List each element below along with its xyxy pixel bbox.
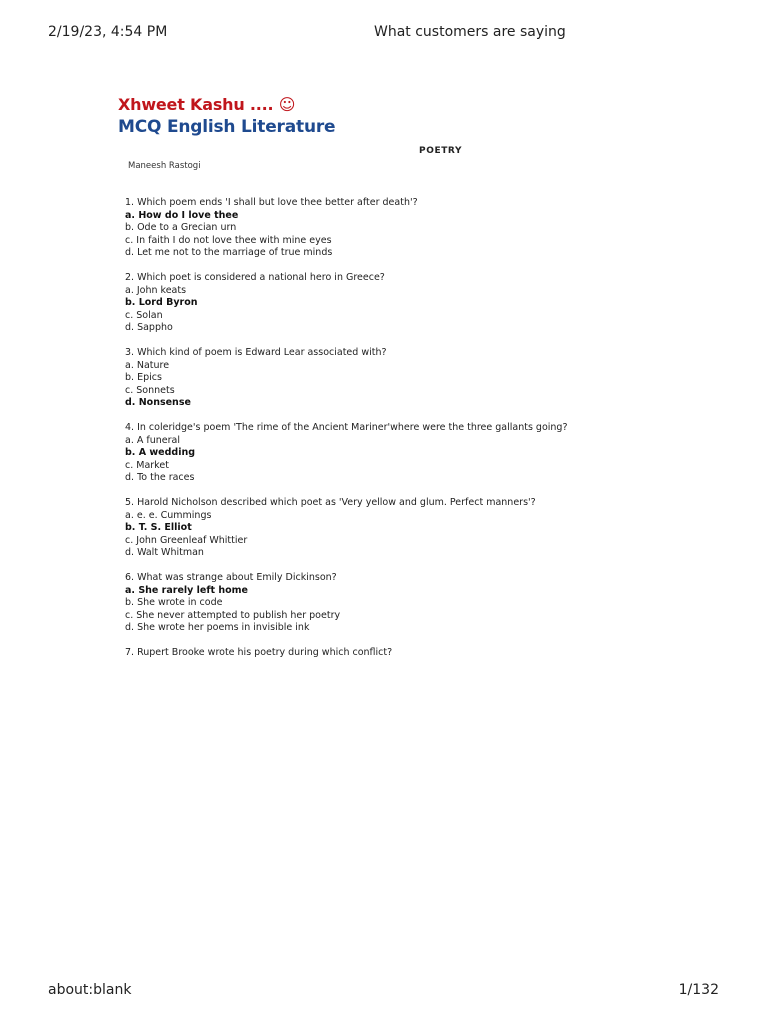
answer-option-correct: a. How do I love thee (125, 209, 239, 221)
answer-option-correct: b. Lord Byron (125, 297, 198, 308)
answer-option: c. John Greenleaf Whittier (125, 534, 248, 546)
section-heading: POETRY (419, 146, 463, 156)
page-counter: 1/132 (678, 982, 719, 998)
answer-option: c. She never attempted to publish her poetry (125, 609, 341, 621)
question-item (125, 647, 685, 660)
question-text: 2. Which poet is considered a national hero in Greece? (125, 272, 385, 283)
question-item (125, 422, 685, 485)
question-text: 3. Which kind of poem is Edward Lear associated with? (125, 347, 387, 358)
answer-option: d. To the races (125, 472, 195, 483)
answer-option: c. Solan (125, 309, 163, 321)
question-list (125, 197, 685, 672)
answer-option-correct: d. Nonsense (125, 397, 191, 408)
answer-option: c. In faith I do not love thee with mine eyes (125, 234, 332, 246)
answer-option: b. She wrote in code (125, 597, 223, 608)
question-text: 6. What was strange about Emily Dickinson? (125, 572, 337, 583)
answer-option: c. Sonnets (125, 384, 175, 396)
question-text: 4. In coleridge's poem 'The rime of the Ancient Mariner'where were the three gallants going? (125, 422, 568, 433)
answer-option-correct: b. T. S. Elliot (125, 522, 192, 533)
question-item (125, 347, 685, 410)
answer-option: a. A funeral (125, 434, 180, 446)
answer-option-correct: a. She rarely left home (125, 584, 248, 596)
print-url: about:blank (48, 982, 132, 998)
answer-option: d. Walt Whitman (125, 547, 204, 558)
question-text: 1. Which poem ends 'I shall but love thee better after death'? (125, 197, 418, 208)
document-title: MCQ English Literature (118, 117, 336, 137)
question-item (125, 497, 685, 560)
brand-line: Xhweet Kashu .... ☺ (118, 95, 296, 114)
print-page-title: What customers are saying (374, 24, 566, 40)
answer-option: b. Epics (125, 372, 162, 383)
answer-option: a. Nature (125, 359, 170, 371)
answer-option-correct: b. A wedding (125, 447, 196, 458)
question-text: 5. Harold Nicholson described which poet as 'Very yellow and glum. Perfect manners'? (125, 497, 536, 508)
answer-option: c. Market (125, 459, 169, 471)
question-item (125, 197, 685, 260)
answer-option: d. She wrote her poems in invisible ink (125, 622, 310, 633)
print-datetime: 2/19/23, 4:54 PM (48, 24, 168, 40)
answer-option: d. Let me not to the marriage of true minds (125, 247, 333, 258)
question-item (125, 572, 685, 635)
answer-option: b. Ode to a Grecian urn (125, 222, 237, 233)
answer-option: a. e. e. Cummings (125, 509, 212, 521)
author-name: Maneesh Rastogi (128, 161, 201, 171)
question-text: 7. Rupert Brooke wrote his poetry during which conflict? (125, 647, 393, 658)
question-item (125, 272, 685, 335)
answer-option: a. John keats (125, 284, 187, 296)
document-page (118, 94, 678, 658)
answer-option: d. Sappho (125, 322, 173, 333)
